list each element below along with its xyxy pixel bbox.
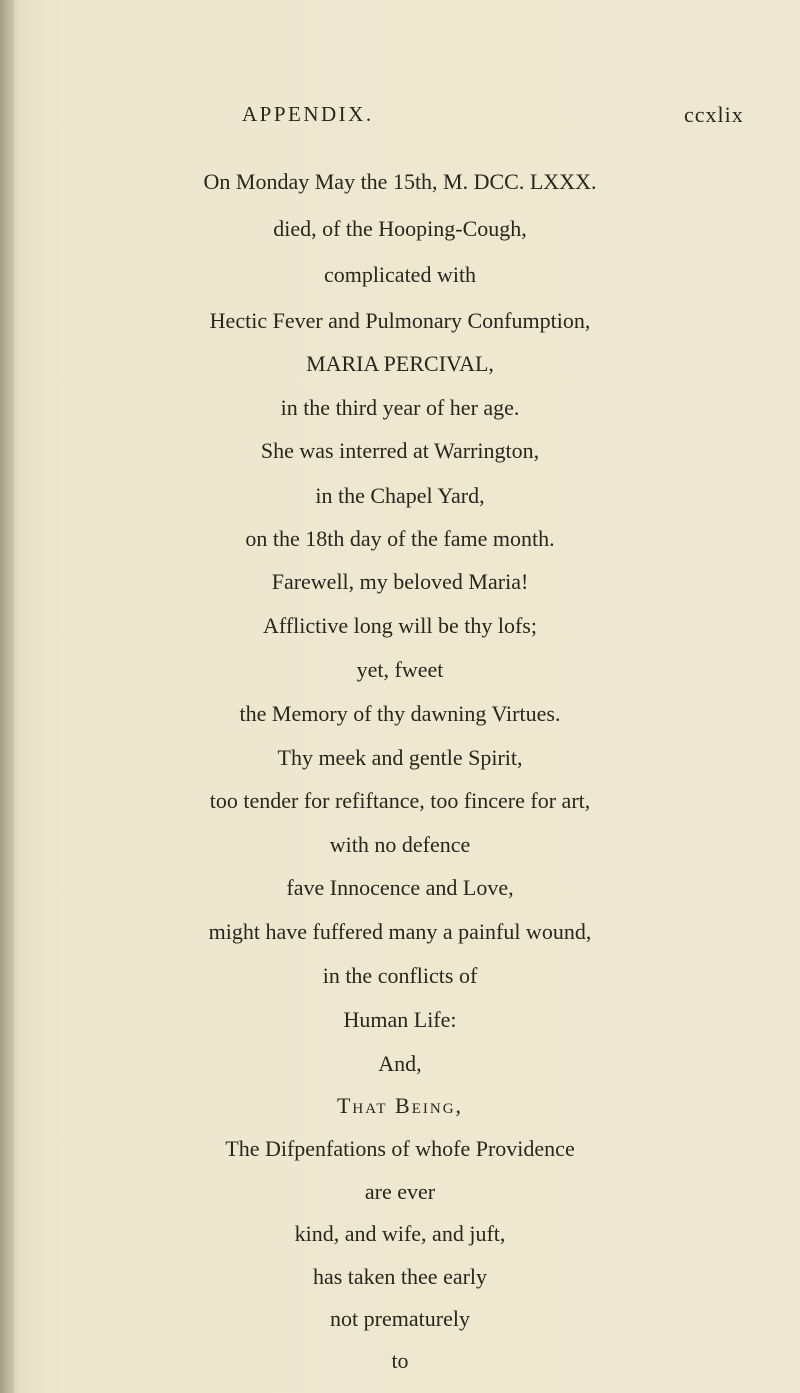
epitaph-line: in the Chapel Yard, [315, 483, 485, 508]
epitaph-line: On Monday May the 15th, M. DCC. LXXX. [203, 169, 597, 194]
epitaph-line: not prematurely [330, 1306, 470, 1331]
page-header [0, 102, 800, 132]
epitaph-line: the Memory of thy dawning Virtues. [239, 701, 561, 726]
epitaph-line: complicated with [323, 262, 477, 287]
epitaph-line: MARIA PERCIVAL, [306, 351, 494, 376]
epitaph-line: The Difpenfations of whofe Providence [225, 1136, 575, 1161]
running-head: APPENDIX. [242, 102, 374, 126]
epitaph-line: And, [378, 1051, 422, 1076]
epitaph-line: in the third year of her age. [280, 395, 520, 420]
epitaph-line: too tender for refiftance, too fincere for art, [209, 788, 591, 813]
epitaph-line: Thy meek and gentle Spirit, [277, 745, 523, 770]
epitaph-line: fave Innocence and Love, [286, 875, 514, 900]
epitaph-line: has taken thee early [312, 1264, 488, 1289]
epitaph-line: Afflictive long will be thy lofs; [263, 613, 537, 638]
epitaph-line: Farewell, my beloved Maria! [271, 569, 529, 594]
epitaph-line: Hectic Fever and Pulmonary Confumption, [209, 308, 591, 333]
epitaph-line: in the conflicts of [322, 963, 478, 988]
epitaph-line: are ever [364, 1179, 436, 1204]
epitaph-line: kind, and wife, and juft, [294, 1221, 506, 1246]
page-number: ccxlix [684, 102, 744, 127]
epitaph-line: Human Life: [343, 1007, 457, 1032]
epitaph-line: might have fuffered many a painful wound, [208, 919, 592, 944]
epitaph-line: yet, fweet [356, 657, 444, 682]
epitaph-line: with no defence [329, 832, 471, 857]
epitaph-line: on the 18th day of the fame month. [245, 526, 555, 551]
epitaph-line: That Being, [336, 1093, 464, 1118]
epitaph-line: She was interred at Warrington, [260, 438, 540, 463]
epitaph-line: died, of the Hooping-Cough, [273, 216, 527, 241]
epitaph-line: to [391, 1348, 409, 1373]
